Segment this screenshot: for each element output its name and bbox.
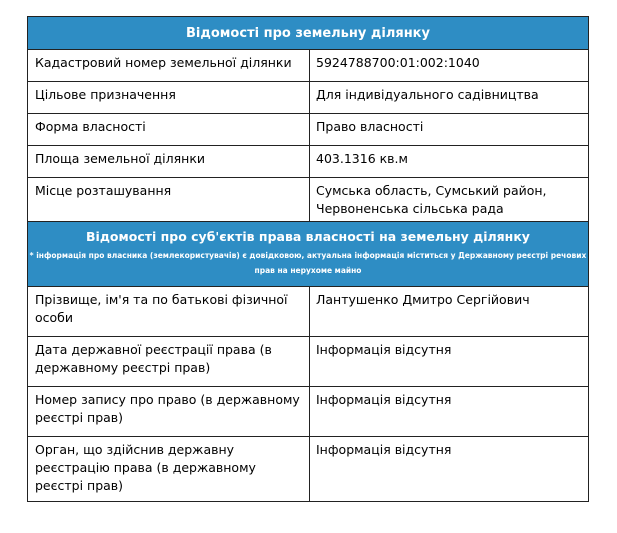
table-row-ownership-form [28, 114, 588, 146]
table-row-cadastral-number [28, 50, 588, 82]
table-row-registration-date [28, 337, 588, 387]
land-plot-info-table [27, 16, 589, 502]
owners-section-note: * інформація про власника (землекористувачів) є довідковою, актуальна інформація міститься у Державному реєстрі речових прав на нерухоме майно [29, 251, 587, 275]
owners-section-title: Відомості про суб'єктів права власності на земельну ділянку [86, 229, 530, 244]
table-row-record-number [28, 387, 588, 437]
row-value: Для індивідуального садівництва [316, 87, 539, 102]
row-value: Лантушенко Дмитро Сергійович [316, 292, 530, 307]
row-label: Прізвище, ім'я та по батькові фізичної особи [28, 287, 310, 336]
row-label: Цільове призначення [28, 82, 310, 113]
table-row-registering-authority [28, 437, 588, 501]
land-plot-section-header: Відомості про земельну ділянку [28, 17, 588, 50]
row-value: Інформація відсутня [316, 442, 452, 457]
table-row-owner-name [28, 287, 588, 337]
table-row-location [28, 178, 588, 222]
row-label: Орган, що здійснив державну реєстрацію права (в державному реєстрі прав) [28, 437, 310, 501]
table-row-area [28, 146, 588, 178]
owners-section-header [28, 222, 588, 287]
row-label: Площа земельної ділянки [28, 146, 310, 177]
row-label: Форма власності [28, 114, 310, 145]
row-value: 5924788700:01:002:1040 [316, 55, 480, 70]
row-label: Дата державної реєстрації права (в державному реєстрі прав) [28, 337, 310, 386]
row-value: 403.1316 кв.м [316, 151, 408, 166]
row-value: Сумська область, Сумський район, Червоненська сільська рада [316, 183, 547, 216]
row-label: Номер запису про право (в державному реєстрі прав) [28, 387, 310, 436]
row-value: Інформація відсутня [316, 342, 452, 357]
row-value: Інформація відсутня [316, 392, 452, 407]
row-label: Кадастровий номер земельної ділянки [28, 50, 310, 81]
table-row-purpose [28, 82, 588, 114]
row-value: Право власності [316, 119, 424, 134]
row-label: Місце розташування [28, 178, 310, 221]
